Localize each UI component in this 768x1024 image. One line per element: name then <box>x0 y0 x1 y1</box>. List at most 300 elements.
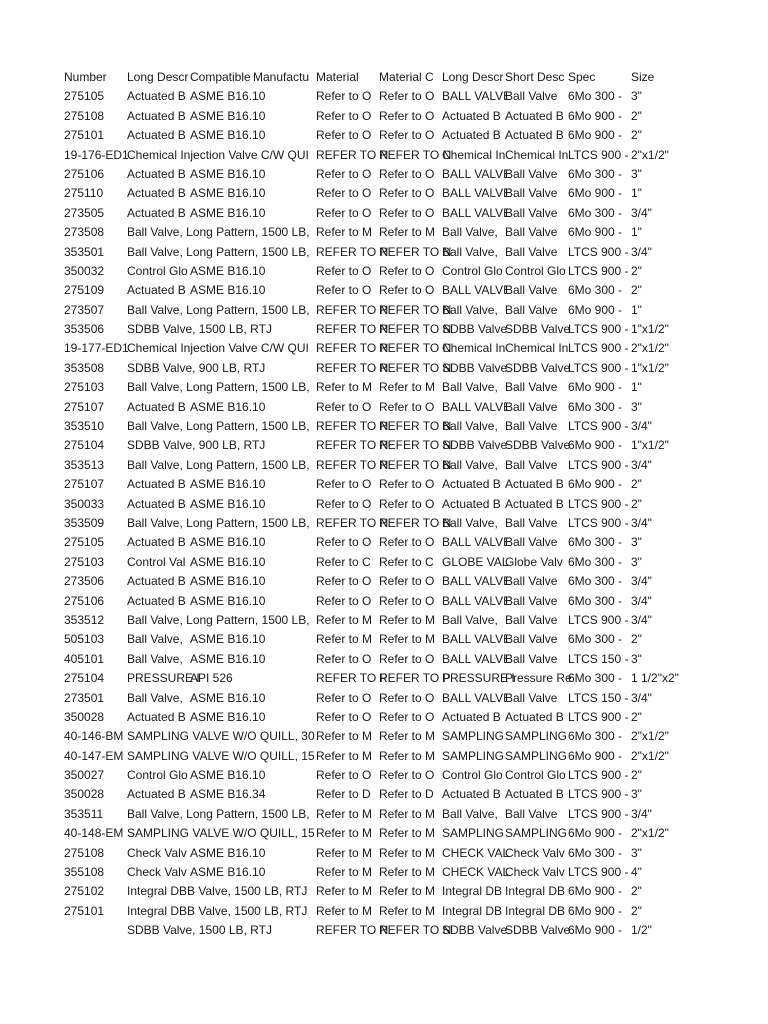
cell-material-c: REFER TO N <box>379 302 452 317</box>
cell-material-c: REFER TO N <box>379 515 452 530</box>
cell-material-c: Refer to M <box>379 806 436 821</box>
cell-size: 3/4" <box>631 690 652 705</box>
cell-long-description-2: Ball Valve, <box>442 457 498 472</box>
cell-number: 353513 <box>64 457 105 472</box>
cell-material-c: REFER TO N <box>379 147 452 162</box>
header-size: Size <box>631 70 655 84</box>
cell-manufacturer <box>253 630 316 649</box>
cell-compatible <box>190 902 253 921</box>
cell-manufacturer <box>253 243 316 262</box>
cell-compatible: ASME B16.10 <box>190 283 266 298</box>
cell-material-c: Refer to O <box>379 709 435 724</box>
cell-long-description: Chemical Injection Valve C/W QUI <box>127 147 309 162</box>
cell-short-description: Ball Valve <box>505 380 558 395</box>
cell-long-description: Actuated B <box>127 496 186 511</box>
cell-long-description-2: Ball Valve, <box>442 612 498 627</box>
cell-spec: LTCS 900 - <box>568 147 629 162</box>
cell-spec: 6Mo 900 - <box>568 108 623 123</box>
cell-long-description: Ball Valve, <box>127 690 183 705</box>
cell-short-description: Ball Valve <box>505 457 558 472</box>
cell-manufacturer <box>253 262 316 281</box>
cell-number <box>64 921 127 940</box>
cell-material: REFER TO N <box>316 147 389 162</box>
cell-manufacturer <box>253 320 316 339</box>
cell-size: 2" <box>631 283 642 298</box>
cell-short-description: Actuated B <box>505 709 564 724</box>
table-row <box>0 87 768 106</box>
cell-compatible: ASME B16.10 <box>190 89 266 104</box>
cell-material-c: Refer to O <box>379 690 435 705</box>
cell-long-description-2: BALL VALVE <box>442 574 512 589</box>
cell-long-description-2: BALL VALVE <box>442 651 512 666</box>
cell-spec: 6Mo 900 - <box>568 438 623 453</box>
cell-number: 350028 <box>64 709 105 724</box>
cell-spec: LTCS 900 - <box>568 768 629 783</box>
cell-manufacturer <box>253 301 316 320</box>
cell-number: 275105 <box>64 535 105 550</box>
header-number: Number <box>64 70 107 84</box>
cell-material-c: Refer to O <box>379 166 435 181</box>
cell-compatible <box>190 805 253 824</box>
cell-number: 275101 <box>64 128 105 143</box>
cell-manufacturer <box>253 184 316 203</box>
cell-size: 3/4" <box>631 419 652 434</box>
cell-long-description: Actuated B <box>127 128 186 143</box>
cell-long-description: Actuated B <box>127 108 186 123</box>
header-spec: Spec <box>568 70 596 84</box>
cell-manufacturer <box>253 592 316 611</box>
cell-manufacturer <box>253 805 316 824</box>
cell-size: 1 1/2"x2" <box>631 671 679 686</box>
cell-size: 3/4" <box>631 574 652 589</box>
cell-long-description: SAMPLING VALVE W/O QUILL, 15 <box>127 748 315 763</box>
cell-manufacturer <box>253 223 316 242</box>
cell-short-description: Ball Valve <box>505 244 558 259</box>
cell-spec: LTCS 900 - <box>568 496 629 511</box>
cell-compatible: ASME B16.10 <box>190 768 266 783</box>
cell-long-description: Ball Valve, Long Pattern, 1500 LB, <box>127 806 310 821</box>
cell-spec: LTCS 900 - <box>568 515 629 530</box>
cell-size: 3" <box>631 399 642 414</box>
cell-compatible: ASME B16.10 <box>190 554 266 569</box>
cell-manufacturer <box>253 475 316 494</box>
header-manufacturer: Manufactu <box>253 70 310 84</box>
cell-material-c: Refer to O <box>379 593 435 608</box>
cell-material: Refer to M <box>316 225 373 240</box>
cell-long-description: Actuated B <box>127 477 186 492</box>
cell-short-description: Actuated B <box>505 496 564 511</box>
table-row <box>0 805 768 824</box>
cell-compatible <box>190 417 253 436</box>
cell-material: Refer to O <box>316 128 372 143</box>
cell-compatible: ASME B16.10 <box>190 263 266 278</box>
cell-material: Refer to M <box>316 748 373 763</box>
cell-spec: 6Mo 900 - <box>568 128 623 143</box>
table-row <box>0 844 768 863</box>
table-row <box>0 456 768 475</box>
cell-long-description: Ball Valve, <box>127 651 183 666</box>
cell-spec: LTCS 900 - <box>568 709 629 724</box>
table-row <box>0 436 768 455</box>
cell-short-description: Ball Valve <box>505 225 558 240</box>
cell-number: 273508 <box>64 225 105 240</box>
cell-compatible: ASME B16.10 <box>190 496 266 511</box>
table-row <box>0 669 768 688</box>
cell-manufacturer <box>253 689 316 708</box>
cell-size: 1" <box>631 225 642 240</box>
cell-manufacturer <box>253 514 316 533</box>
cell-spec: LTCS 900 - <box>568 865 629 880</box>
cell-compatible <box>190 339 253 358</box>
cell-long-description-2: BALL VALVE <box>442 166 512 181</box>
cell-short-description: Integral DB <box>505 903 566 918</box>
cell-short-description: Control Glo <box>505 263 566 278</box>
cell-material: Refer to M <box>316 632 373 647</box>
cell-long-description-2: SDBB Valve <box>442 360 508 375</box>
table-row <box>0 165 768 184</box>
cell-material: REFER TO N <box>316 322 389 337</box>
cell-spec: 6Mo 900 - <box>568 477 623 492</box>
cell-material: Refer to M <box>316 826 373 841</box>
cell-short-description: Check Valv <box>505 845 565 860</box>
cell-manufacturer <box>253 436 316 455</box>
cell-short-description: Check Valv <box>505 865 565 880</box>
cell-number: 353501 <box>64 244 105 259</box>
cell-material: Refer to M <box>316 884 373 899</box>
cell-short-description: Ball Valve <box>505 89 558 104</box>
cell-spec: 6Mo 900 - <box>568 748 623 763</box>
cell-spec: 6Mo 300 - <box>568 535 623 550</box>
cell-material-c: Refer to M <box>379 884 436 899</box>
cell-compatible: ASME B16.10 <box>190 651 266 666</box>
cell-material-c: Refer to M <box>379 865 436 880</box>
cell-number: 40-147-EM <box>64 748 124 763</box>
cell-long-description: SDBB Valve, 1500 LB, RTJ <box>127 322 272 337</box>
cell-size: 1" <box>631 186 642 201</box>
cell-spec: LTCS 900 - <box>568 419 629 434</box>
cell-manufacturer <box>253 572 316 591</box>
cell-size: 3" <box>631 89 642 104</box>
cell-material: REFER TO N <box>316 360 389 375</box>
cell-compatible <box>190 727 253 746</box>
cell-long-description: Integral DBB Valve, 1500 LB, RTJ <box>127 884 308 899</box>
cell-number: 273506 <box>64 574 105 589</box>
cell-spec: 6Mo 900 - <box>568 302 623 317</box>
table-row <box>0 281 768 300</box>
cell-long-description-2: BALL VALVE <box>442 535 512 550</box>
cell-material: Refer to O <box>316 399 372 414</box>
table-row <box>0 863 768 882</box>
cell-short-description: SAMPLING <box>505 826 568 841</box>
cell-long-description: Actuated B <box>127 535 186 550</box>
cell-long-description: Check Valv <box>127 845 187 860</box>
cell-manufacturer <box>253 785 316 804</box>
table-header-row <box>0 68 768 87</box>
cell-number: 275108 <box>64 845 105 860</box>
header-long-description-2: Long Descr <box>442 70 504 84</box>
cell-manufacturer <box>253 553 316 572</box>
cell-compatible: ASME B16.34 <box>190 787 266 802</box>
cell-long-description-2: BALL VALVE <box>442 593 512 608</box>
cell-long-description-2: CHECK VAL <box>442 865 510 880</box>
table-row <box>0 572 768 591</box>
cell-number: 273507 <box>64 302 105 317</box>
cell-compatible: ASME B16.10 <box>190 845 266 860</box>
table-row <box>0 902 768 921</box>
cell-long-description-2: BALL VALVE <box>442 283 512 298</box>
cell-short-description: Ball Valve <box>505 574 558 589</box>
cell-compatible <box>190 921 253 940</box>
cell-compatible: ASME B16.10 <box>190 477 266 492</box>
cell-size: 2" <box>631 884 642 899</box>
table-row <box>0 184 768 203</box>
cell-long-description-2: Ball Valve, <box>442 225 498 240</box>
cell-long-description: Ball Valve, Long Pattern, 1500 LB, <box>127 612 310 627</box>
cell-material-c: Refer to M <box>379 612 436 627</box>
cell-manufacturer <box>253 398 316 417</box>
cell-long-description: Ball Valve, Long Pattern, 1500 LB, <box>127 380 310 395</box>
cell-material-c: Refer to O <box>379 205 435 220</box>
cell-material: REFER TO N <box>316 419 389 434</box>
cell-short-description: Ball Valve <box>505 535 558 550</box>
table-row <box>0 708 768 727</box>
cell-short-description: SDBB Valve <box>505 360 571 375</box>
cell-size: 2" <box>631 496 642 511</box>
cell-manufacturer <box>253 495 316 514</box>
cell-material: Refer to O <box>316 651 372 666</box>
header-material: Material <box>316 70 359 84</box>
cell-spec: 6Mo 300 - <box>568 632 623 647</box>
cell-long-description: Actuated B <box>127 593 186 608</box>
cell-short-description: Control Glo <box>505 768 566 783</box>
cell-material: REFER TO N <box>316 341 389 356</box>
table-row <box>0 262 768 281</box>
cell-long-description-2: Actuated B <box>442 477 501 492</box>
cell-material-c: REFER TO N <box>379 438 452 453</box>
cell-spec: 6Mo 300 - <box>568 89 623 104</box>
cell-size: 2"x1/2" <box>631 147 669 162</box>
cell-material-c: REFER TO N <box>379 360 452 375</box>
table-row <box>0 824 768 843</box>
cell-manufacturer <box>253 882 316 901</box>
cell-material: Refer to M <box>316 865 373 880</box>
header-material-c: Material C <box>379 70 434 84</box>
cell-number: 40-146-BM <box>64 729 124 744</box>
cell-size: 1"x1/2" <box>631 360 669 375</box>
table-row <box>0 301 768 320</box>
cell-spec: 6Mo 300 - <box>568 399 623 414</box>
cell-long-description: Ball Valve, Long Pattern, 1500 LB, <box>127 302 310 317</box>
cell-compatible: ASME B16.10 <box>190 128 266 143</box>
cell-material-c: Refer to C <box>379 554 434 569</box>
cell-long-description-2: BALL VALVE <box>442 186 512 201</box>
cell-material: Refer to O <box>316 89 372 104</box>
cell-compatible: ASME B16.10 <box>190 632 266 647</box>
cell-material-c: REFER TO N <box>379 341 452 356</box>
cell-spec: 6Mo 900 - <box>568 225 623 240</box>
cell-material-c: Refer to O <box>379 399 435 414</box>
cell-spec: 6Mo 900 - <box>568 923 623 938</box>
cell-spec: LTCS 900 - <box>568 263 629 278</box>
cell-long-description-2: Ball Valve, <box>442 244 498 259</box>
cell-short-description: Ball Valve <box>505 515 558 530</box>
cell-compatible <box>190 514 253 533</box>
cell-number: 275103 <box>64 554 105 569</box>
cell-spec: 6Mo 300 - <box>568 166 623 181</box>
cell-long-description-2: BALL VALVE <box>442 690 512 705</box>
table-row <box>0 378 768 397</box>
cell-long-description-2: Chemical In <box>442 341 506 356</box>
cell-spec: 6Mo 300 - <box>568 729 623 744</box>
cell-number: 353510 <box>64 419 105 434</box>
table-row <box>0 630 768 649</box>
cell-short-description: Pressure Re <box>505 671 572 686</box>
cell-short-description: SAMPLING <box>505 729 568 744</box>
cell-spec: LTCS 150 - <box>568 690 629 705</box>
cell-manufacturer <box>253 339 316 358</box>
cell-size: 3/4" <box>631 457 652 472</box>
cell-number: 353512 <box>64 612 105 627</box>
cell-long-description-2: GLOBE VAL <box>442 554 509 569</box>
cell-compatible <box>190 378 253 397</box>
cell-number: 275107 <box>64 399 105 414</box>
cell-long-description-2: SAMPLING <box>442 826 505 841</box>
spreadsheet-table <box>0 68 768 941</box>
cell-size: 2" <box>631 263 642 278</box>
table-row <box>0 204 768 223</box>
cell-size: 3" <box>631 845 642 860</box>
table-row <box>0 243 768 262</box>
cell-material: Refer to O <box>316 186 372 201</box>
cell-material-c: Refer to M <box>379 748 436 763</box>
cell-spec: 6Mo 300 - <box>568 554 623 569</box>
cell-material: Refer to O <box>316 535 372 550</box>
cell-long-description: Actuated B <box>127 166 186 181</box>
cell-material-c: Refer to M <box>379 826 436 841</box>
cell-manufacturer <box>253 281 316 300</box>
cell-long-description: Integral DBB Valve, 1500 LB, RTJ <box>127 903 308 918</box>
cell-spec: LTCS 900 - <box>568 244 629 259</box>
cell-long-description-2: Integral DB <box>442 903 503 918</box>
cell-long-description-2: Control Glo <box>442 263 503 278</box>
cell-number: 40-148-EM <box>64 826 124 841</box>
table-row <box>0 689 768 708</box>
cell-material-c: REFER TO N <box>379 923 452 938</box>
cell-long-description: PRESSURE I <box>127 671 200 686</box>
cell-material: Refer to O <box>316 283 372 298</box>
cell-compatible: ASME B16.10 <box>190 865 266 880</box>
cell-long-description: Ball Valve, <box>127 632 183 647</box>
cell-spec: 6Mo 300 - <box>568 574 623 589</box>
cell-material-c: REFER TO N <box>379 244 452 259</box>
table-row <box>0 107 768 126</box>
cell-size: 2" <box>631 768 642 783</box>
table-row <box>0 882 768 901</box>
cell-short-description: Ball Valve <box>505 651 558 666</box>
cell-material: REFER TO N <box>316 515 389 530</box>
cell-short-description: Ball Valve <box>505 690 558 705</box>
cell-manufacturer <box>253 126 316 145</box>
cell-long-description: Actuated B <box>127 186 186 201</box>
table-row <box>0 495 768 514</box>
cell-long-description-2: BALL VALVE <box>442 89 512 104</box>
cell-long-description-2: SAMPLING <box>442 729 505 744</box>
cell-short-description: SAMPLING <box>505 748 568 763</box>
cell-number: 275102 <box>64 884 105 899</box>
table-row <box>0 223 768 242</box>
cell-compatible: ASME B16.10 <box>190 535 266 550</box>
cell-size: 1" <box>631 380 642 395</box>
cell-material: REFER TO N <box>316 923 389 938</box>
cell-material: Refer to D <box>316 787 371 802</box>
cell-short-description: Ball Valve <box>505 399 558 414</box>
cell-compatible: ASME B16.10 <box>190 186 266 201</box>
cell-material-c: Refer to O <box>379 128 435 143</box>
cell-number: 350032 <box>64 263 105 278</box>
cell-compatible: ASME B16.10 <box>190 709 266 724</box>
cell-short-description: Chemical In <box>505 341 569 356</box>
cell-long-description-2: Actuated B <box>442 709 501 724</box>
cell-material: Refer to O <box>316 108 372 123</box>
cell-long-description-2: SDBB Valve <box>442 923 508 938</box>
cell-long-description: Control Val <box>127 554 186 569</box>
cell-number: 275103 <box>64 380 105 395</box>
table-row <box>0 146 768 165</box>
cell-number: 19-177-ED1 <box>64 341 129 356</box>
cell-material: Refer to O <box>316 574 372 589</box>
cell-manufacturer <box>253 921 316 940</box>
cell-material: Refer to O <box>316 205 372 220</box>
cell-short-description: SDBB Valve <box>505 923 571 938</box>
cell-size: 1"x1/2" <box>631 438 669 453</box>
cell-number: 275104 <box>64 671 105 686</box>
cell-compatible <box>190 146 253 165</box>
cell-material: Refer to O <box>316 263 372 278</box>
cell-manufacturer <box>253 824 316 843</box>
cell-size: 3/4" <box>631 806 652 821</box>
cell-material-c: REFER TO N <box>379 419 452 434</box>
cell-manufacturer <box>253 747 316 766</box>
cell-compatible: ASME B16.10 <box>190 108 266 123</box>
cell-manufacturer <box>253 766 316 785</box>
cell-manufacturer <box>253 902 316 921</box>
cell-compatible <box>190 243 253 262</box>
cell-number: 353506 <box>64 322 105 337</box>
cell-spec: LTCS 900 - <box>568 457 629 472</box>
cell-material-c: Refer to O <box>379 89 435 104</box>
cell-number: 273505 <box>64 205 105 220</box>
cell-short-description: Actuated B <box>505 128 564 143</box>
cell-short-description: Globe Valv <box>505 554 563 569</box>
cell-spec: 6Mo 900 - <box>568 826 623 841</box>
cell-material-c: Refer to O <box>379 651 435 666</box>
cell-compatible <box>190 320 253 339</box>
cell-size: 2" <box>631 903 642 918</box>
cell-material-c: Refer to M <box>379 903 436 918</box>
cell-size: 3" <box>631 787 642 802</box>
cell-number: 405101 <box>64 651 105 666</box>
cell-manufacturer <box>253 844 316 863</box>
cell-spec: LTCS 900 - <box>568 612 629 627</box>
header-long-description: Long Descr <box>127 70 189 84</box>
table-row <box>0 921 768 940</box>
table-row <box>0 747 768 766</box>
cell-size: 1"x1/2" <box>631 322 669 337</box>
cell-size: 2"x1/2" <box>631 341 669 356</box>
cell-manufacturer <box>253 417 316 436</box>
table-row <box>0 766 768 785</box>
cell-compatible <box>190 223 253 242</box>
